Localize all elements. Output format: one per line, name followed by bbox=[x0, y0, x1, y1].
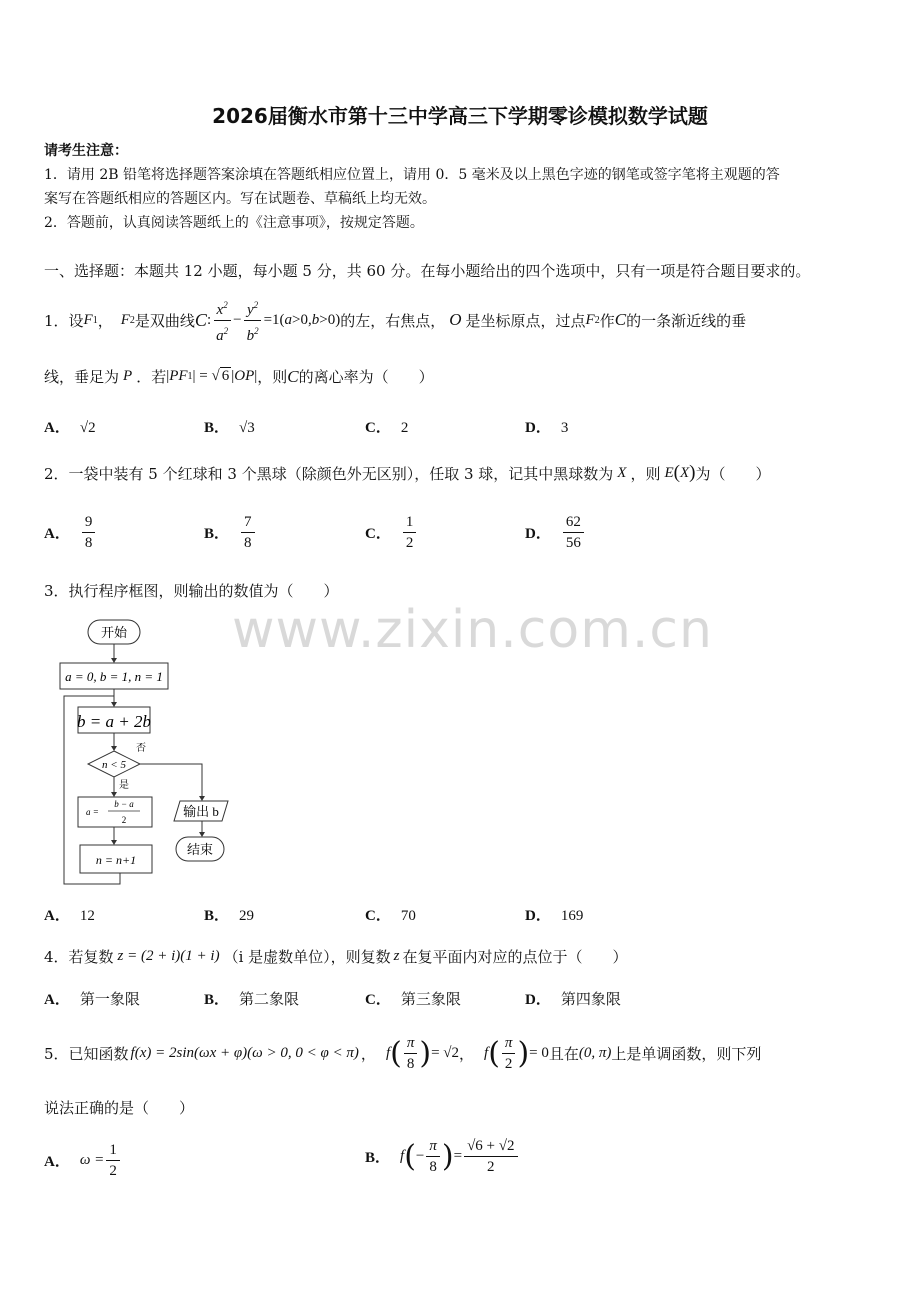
q3-option-c[interactable]: C． 70 bbox=[365, 908, 416, 924]
q5-option-b[interactable]: B． f ( − $\frac{\pi}{8}$ ) = $\frac{√6 + √2}{2}$ bbox=[365, 1136, 520, 1177]
q4-option-c[interactable]: C． 第三象限 bbox=[365, 990, 461, 1008]
watermark: www.zixin.com.cn bbox=[232, 600, 713, 660]
q3-option-a[interactable]: A． 12 bbox=[44, 908, 95, 924]
flow-start-text: 开始 bbox=[100, 625, 128, 640]
q1-frac-x: $\frac{x^2}{a^2}$ bbox=[213, 295, 231, 346]
q1-number: 1．设 bbox=[44, 311, 84, 330]
flow-incr-text: n = n+1 bbox=[95, 853, 137, 867]
q1-option-d[interactable]: D． 3 bbox=[525, 420, 569, 436]
page-title: 2026届衡水市第十三中学高三下学期零诊模拟数学试题 bbox=[212, 104, 708, 128]
flow-no-label: 否 bbox=[136, 743, 146, 754]
q2-option-d[interactable]: D． $\frac{62}{56}$ bbox=[525, 512, 586, 553]
flowchart bbox=[56, 616, 246, 892]
q4-option-b[interactable]: B． 第二象限 bbox=[204, 990, 300, 1008]
q5-line1: 5．已知函数 f(x) = 2sin(ωx + φ)(ω > 0, 0 < φ < π) ， f ( $\frac{\pi}{8}$ ) = √2 ， f ( $\frac{\pi}{2}$ ) = 0 且在 (0, π) 上是单调函数，则下列 bbox=[44, 1034, 762, 1072]
flow-step-text: b = a + 2b bbox=[77, 712, 151, 731]
q4-option-d[interactable]: D． 第四象限 bbox=[525, 990, 621, 1008]
q1-option-b[interactable]: B． √3 bbox=[204, 420, 255, 436]
q2-option-b[interactable]: B． $\frac{7}{8}$ bbox=[204, 512, 257, 553]
q5-cond1: = √2 bbox=[431, 1044, 460, 1061]
flow-frac-den: 2 bbox=[121, 815, 127, 825]
q5-line2: 说法正确的是（ ） bbox=[44, 1099, 195, 1117]
q5-function: f(x) = 2sin(ωx + φ)(ω > 0, 0 < φ < π) bbox=[130, 1044, 359, 1061]
q1-option-a[interactable]: A． √2 bbox=[44, 420, 96, 436]
q5-interval: (0, π) bbox=[578, 1044, 612, 1061]
flow-output-text: 输出 b bbox=[183, 804, 219, 819]
q3-option-b[interactable]: B． 29 bbox=[204, 908, 255, 924]
q2-line: 2．一袋中装有 5 个红球和 3 个黑球（除颜色外无区别），任取 3 球，记其中黑球数为 X ，则 E ( X ) 为（ ） bbox=[44, 462, 771, 483]
q4-line: 4．若复数 z = (2 + i)(1 + i) （i 是虚数单位），则复数 z 在复平面内对应的点位于（ ） bbox=[44, 948, 628, 966]
notice-line2: 2．答题前，认真阅读答题纸上的《注意事项》，按规定答题。 bbox=[44, 215, 424, 231]
q1-line2: 线，垂足为 P ．若 | PF 1 | = √ 6 | OP | ，则 C 的离心率为（ ） bbox=[44, 366, 434, 386]
q2-option-c[interactable]: C． $\frac{1}{2}$ bbox=[365, 512, 418, 553]
q2-option-a[interactable]: A． $\frac{9}{8}$ bbox=[44, 512, 97, 553]
q3-text: 3．执行程序框图，则输出的数值为（ ） bbox=[44, 582, 339, 600]
q5-option-a[interactable]: A． ω = $\frac{1}{2}$ bbox=[44, 1140, 122, 1181]
flow-end-text: 结束 bbox=[186, 842, 214, 857]
notice-line1: 1．请用 2B 铅笔将选择题答案涂填在答题纸相应位置上，请用 0．5 毫米及以上黑色字迹的钢笔或签字笔将主观题的答 bbox=[44, 167, 780, 183]
q1-option-c[interactable]: C． 2 bbox=[365, 420, 409, 436]
q4-option-a[interactable]: A． 第一象限 bbox=[44, 990, 140, 1008]
q1-frac-y: $\frac{y^2}{b^2}$ bbox=[244, 295, 262, 346]
q4-formula: z = (2 + i)(1 + i) bbox=[117, 948, 220, 964]
flow-frac-num: b − a bbox=[114, 799, 134, 809]
notice-line1b: 案写在答题纸相应的答题区内。写在试题卷、草稿纸上均无效。 bbox=[44, 191, 436, 207]
q5-cond2: = 0 bbox=[529, 1044, 549, 1061]
flow-assign-text: a = bbox=[86, 807, 99, 817]
flow-yes-label: 是 bbox=[119, 780, 129, 791]
section-heading: 一、选择题：本题共 12 小题，每小题 5 分，共 60 分。在每小题给出的四个选项中，只有一项是符合题目要求的。 bbox=[44, 262, 811, 280]
flow-init-text: a = 0, b = 1, n = 1 bbox=[65, 669, 163, 684]
q3-option-d[interactable]: D． 169 bbox=[525, 908, 584, 924]
notice-heading: 请考生注意： bbox=[44, 143, 128, 159]
flow-cond-text: n < 5 bbox=[102, 759, 126, 771]
q1-line1: 1．设 F 1 ， F 2 是双曲线 C : $\frac{x^2}{a^2}$ − $\frac{y^2}{b^2}$ =1( a >0, b >0) 的左，右焦点， O 是坐标原点，过点 F 2 作 C 的一条渐近线的垂 bbox=[44, 298, 746, 342]
